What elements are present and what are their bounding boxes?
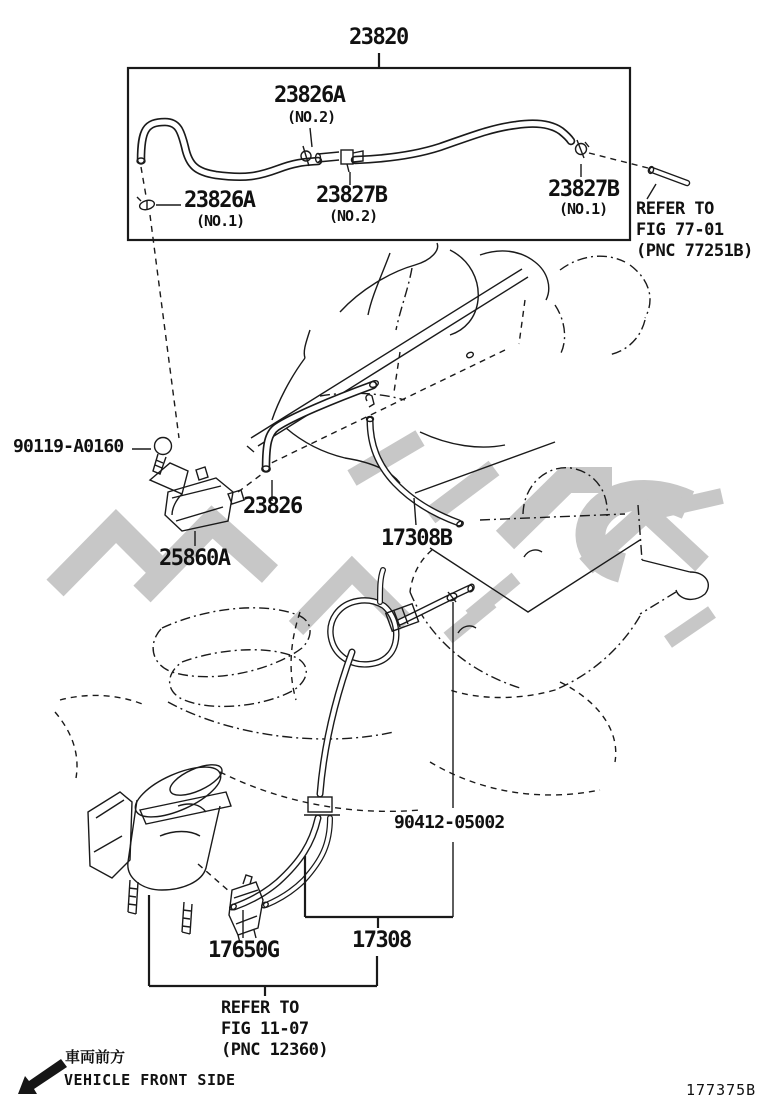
part-label-23826[interactable]: 23826 (243, 494, 302, 519)
leader-clip-to-valve (150, 215, 179, 438)
part-label-23826a-no2-sub: (NO.2) (287, 108, 336, 126)
solenoid-17650g-art (198, 864, 263, 943)
refer-fig77-line3: (PNC 77251B) (636, 241, 753, 261)
part-label-90119-a0160[interactable]: 90119-A0160 (13, 436, 124, 457)
part-label-17308b[interactable]: 17308B (381, 526, 452, 551)
part-label-23826a-no1[interactable]: 23826A (184, 188, 255, 213)
part-label-23820[interactable]: 23820 (349, 25, 408, 50)
part-label-23826a-no2[interactable]: 23826A (274, 83, 345, 108)
part-label-17308[interactable]: 17308 (352, 928, 411, 953)
front-side-label-en: VEHICLE FRONT SIDE (64, 1071, 236, 1089)
engine-outline-upper (247, 243, 650, 483)
refer-fig11-line1: REFER TO (221, 998, 299, 1018)
refer-fig77-line2: FIG 77-01 (636, 220, 724, 240)
refer-fig11-line2: FIG 11-07 (221, 1019, 309, 1039)
part-label-23827b-no2-sub: (NO.2) (329, 207, 378, 225)
canister-assembly-art (88, 757, 231, 934)
part-label-23826a-no1-sub: (NO.1) (196, 212, 245, 230)
part-label-25860a[interactable]: 25860A (159, 546, 230, 571)
refer-note-fig77 (636, 199, 753, 262)
drawing-code: 177375B (686, 1081, 757, 1099)
vehicle-front-arrow (18, 1059, 67, 1094)
refer-note-fig11 (221, 998, 328, 1061)
hose-bundle-17308-art (229, 570, 476, 911)
part-label-23827b-no1-sub: (NO.1) (559, 200, 608, 218)
part-label-17650g[interactable]: 17650G (208, 938, 279, 963)
front-side-label-jp: 車両前方 (65, 1048, 126, 1066)
refer-fig77-line1: REFER TO (636, 199, 714, 219)
part-label-23827b-no2[interactable]: 23827B (316, 183, 387, 208)
part-label-23827b-no1[interactable]: 23827B (548, 177, 619, 202)
refer-fig11-line3: (PNC 12360) (221, 1040, 329, 1060)
part-label-90412-05002[interactable]: 90412-05002 (394, 812, 505, 833)
